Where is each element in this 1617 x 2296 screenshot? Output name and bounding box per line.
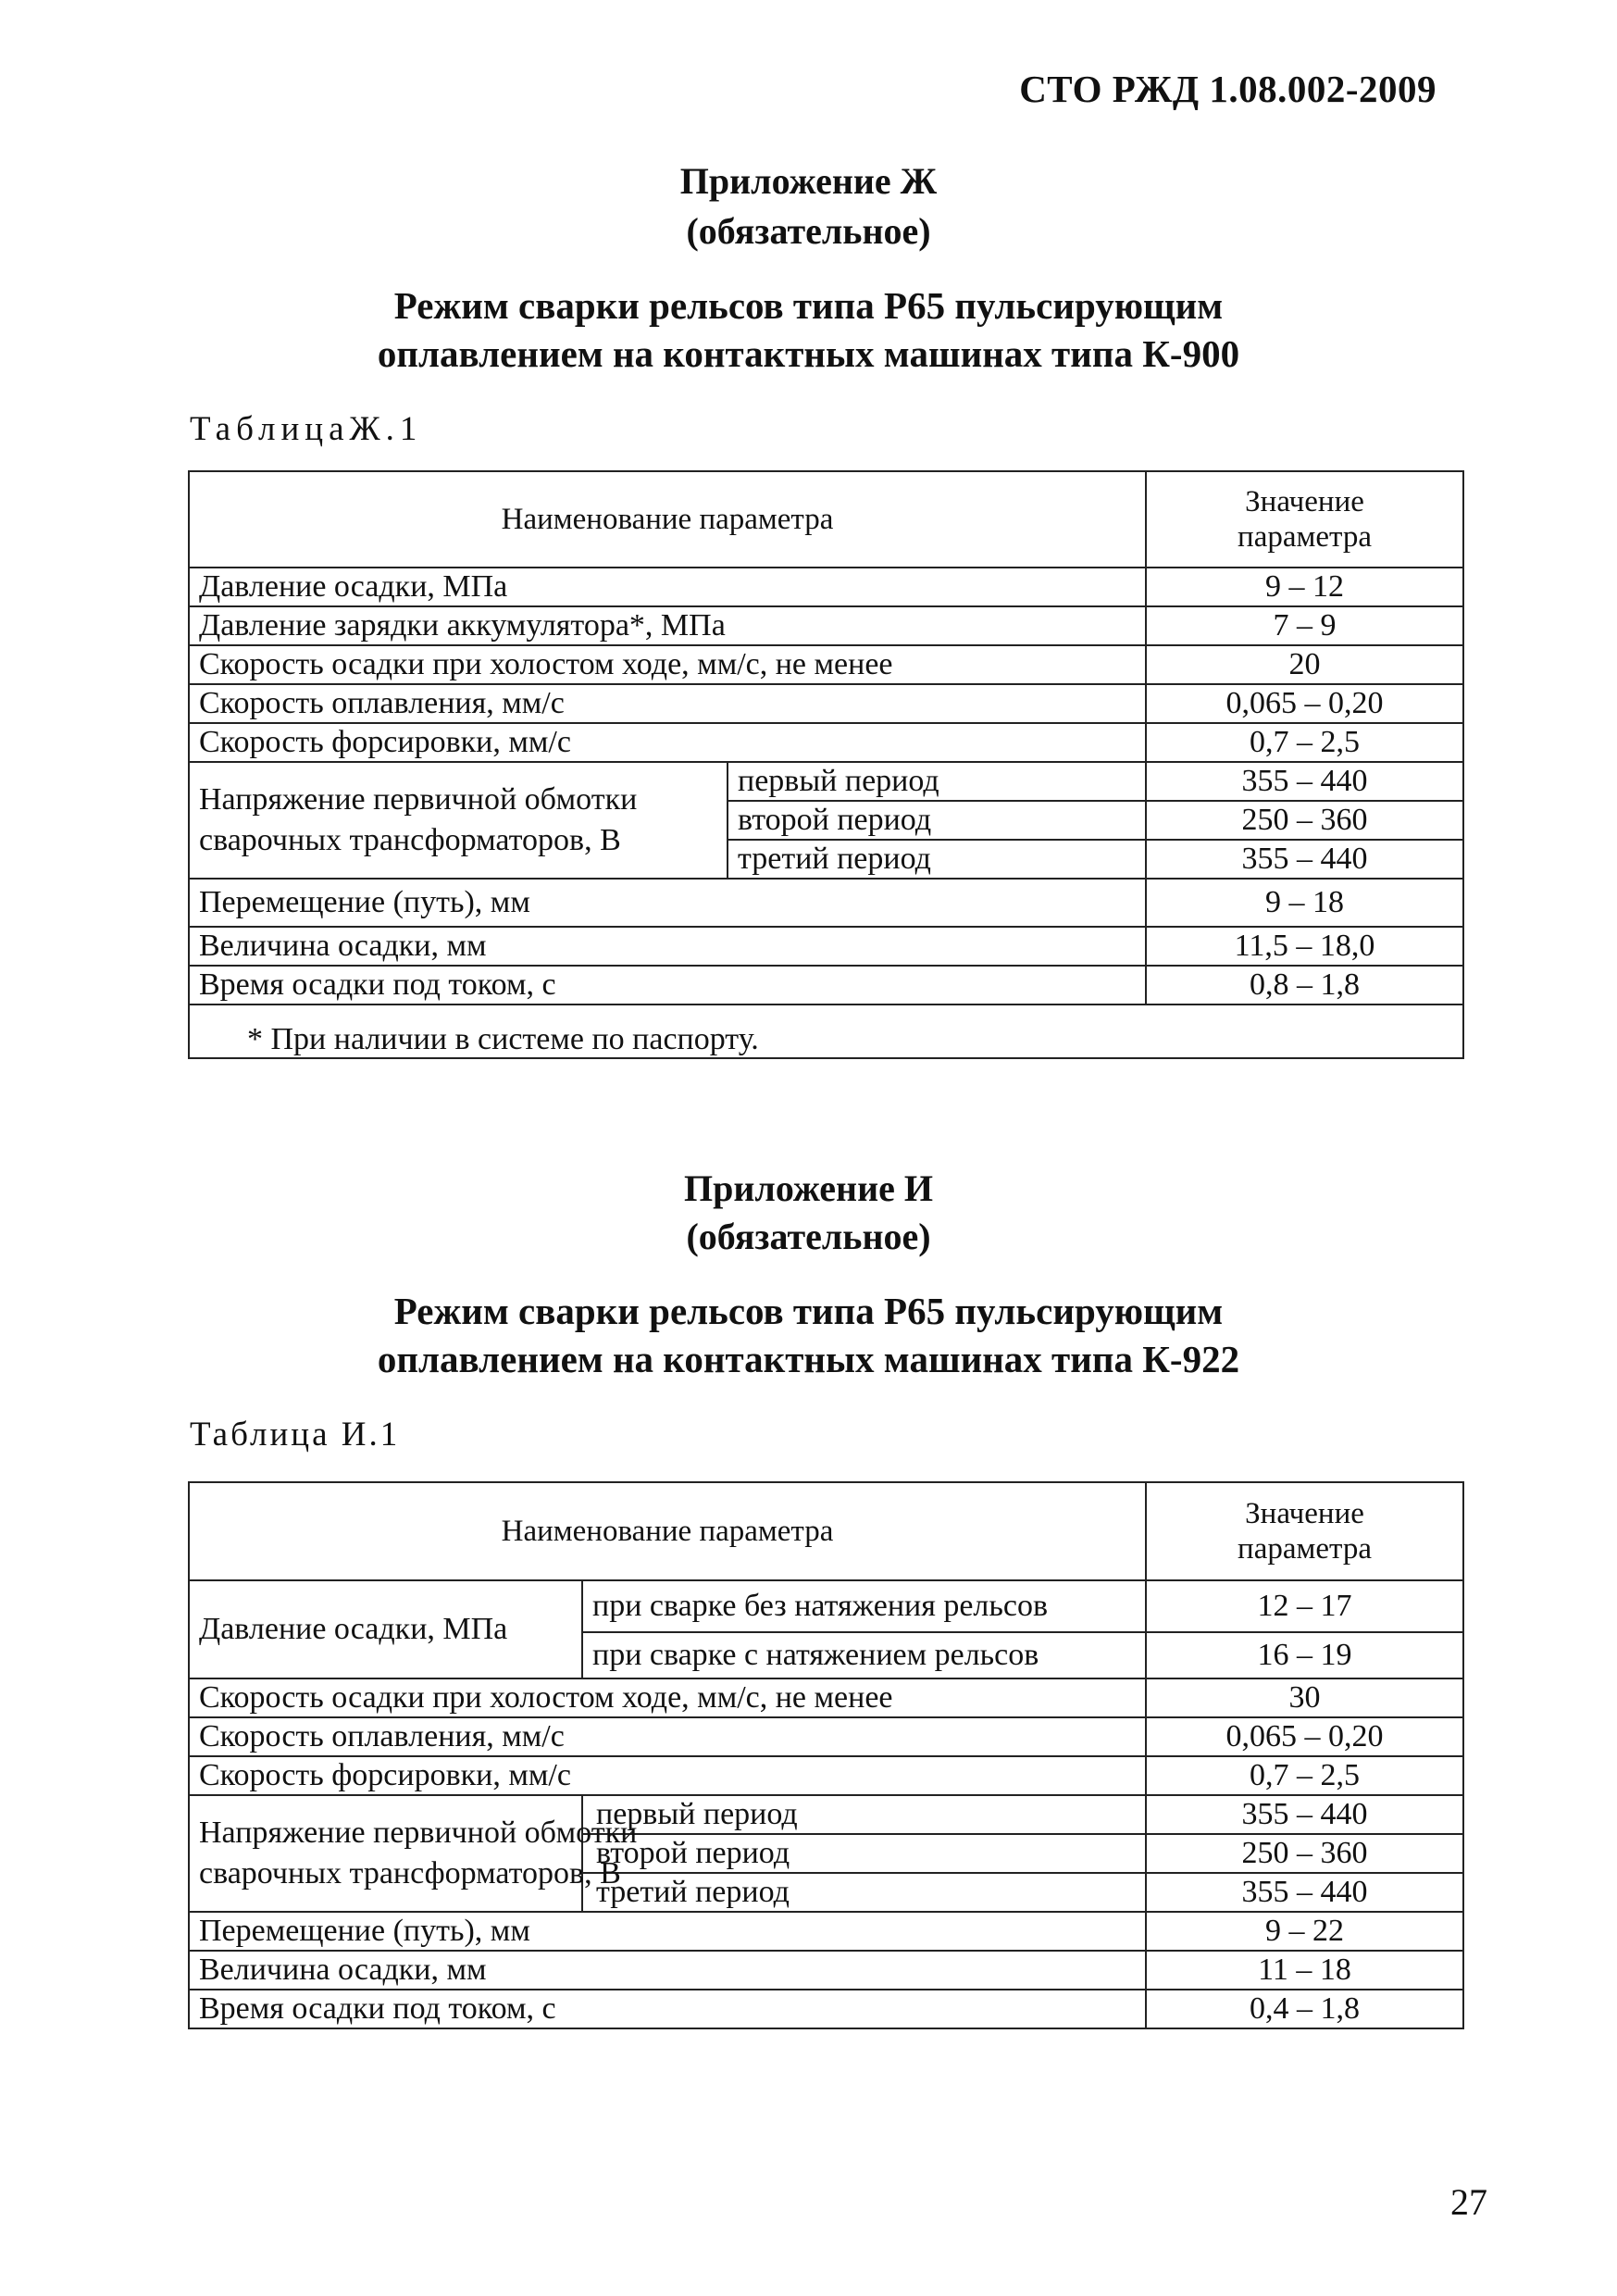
- param-value: 355 – 440: [1146, 762, 1463, 801]
- header-value-line1: Значение: [1245, 485, 1364, 518]
- table-header-row: [189, 1482, 1463, 1580]
- param-value: 0,8 – 1,8: [1146, 966, 1463, 1004]
- header-value-line1: Значение: [1245, 1497, 1364, 1530]
- table-i1-label: Таблица И.1: [190, 1416, 401, 1454]
- table-row: [189, 606, 1463, 645]
- param-name: Скорость форсировки, мм/с: [189, 723, 1146, 762]
- param-name: Скорость оплавления, мм/с: [189, 1717, 1146, 1756]
- param-value: 11 – 18: [1146, 1951, 1463, 1990]
- appendix-i-status: (обязательное): [686, 1216, 931, 1257]
- pressure-param-name: Давление осадки, МПа: [189, 1580, 582, 1678]
- param-name: Перемещение (путь), мм: [189, 1912, 1146, 1951]
- period-label: первый период: [728, 762, 1146, 801]
- table-row: [189, 1951, 1463, 1990]
- voltage-name-line1: Напряжение первичной обмотки: [199, 1816, 638, 1850]
- header-param-name: Наименование параметра: [189, 471, 1146, 568]
- header-param-name: Наименование параметра: [189, 1482, 1146, 1580]
- table-row: [189, 1795, 1463, 1834]
- header-param-value: [1146, 471, 1463, 568]
- table-row: [189, 966, 1463, 1004]
- voltage-name-line2: сварочных трансформаторов, В: [199, 823, 621, 857]
- table-footnote-row: [189, 1004, 1463, 1058]
- table-row: [189, 568, 1463, 606]
- voltage-param-name: [189, 1795, 638, 1912]
- table-row: [189, 1990, 1463, 2028]
- voltage-name-line1: Напряжение первичной обмотки: [199, 782, 638, 817]
- param-value: 250 – 360: [1146, 801, 1463, 840]
- voltage-name-line2: сварочных трансформаторов, В: [199, 1856, 621, 1890]
- table-i1: [188, 1481, 1464, 2029]
- table-zh1-label: ТаблицаЖ.1: [190, 410, 423, 448]
- table-row: [189, 879, 1463, 927]
- table-row: [189, 927, 1463, 966]
- appendix-i-heading-line1: Режим сварки рельсов типа Р65 пульсирующим: [393, 1290, 1224, 1332]
- param-name: Время осадки под током, с: [189, 1990, 1146, 2028]
- table-row: [189, 684, 1463, 723]
- appendix-i-title: Приложение И: [683, 1167, 934, 1209]
- table-row: [189, 1717, 1463, 1756]
- appendix-zh-title: Приложение Ж: [679, 160, 938, 202]
- param-value: 0,065 – 0,20: [1146, 1717, 1463, 1756]
- param-value: 30: [1146, 1678, 1463, 1717]
- header-param-value: [1146, 1482, 1463, 1580]
- table-row: [189, 723, 1463, 762]
- voltage-param-name: [189, 762, 728, 879]
- table-row: [189, 762, 1463, 801]
- table-zh1: [188, 470, 1464, 1059]
- param-name: Давление осадки, МПа: [189, 568, 1146, 606]
- appendix-zh-heading-line2: оплавлением на контактных машинах типа К-900: [377, 332, 1240, 375]
- param-value: 0,065 – 0,20: [1146, 684, 1463, 723]
- param-name: Скорость осадки при холостом ходе, мм/с, не менее: [189, 1678, 1146, 1717]
- param-name: Время осадки под током, с: [189, 966, 1146, 1004]
- param-value: 0,7 – 2,5: [1146, 1756, 1463, 1795]
- param-value: 9 – 22: [1146, 1912, 1463, 1951]
- param-value: 355 – 440: [1146, 840, 1463, 879]
- param-name: Перемещение (путь), мм: [189, 879, 1146, 927]
- case-label: при сварке с натяжением рельсов: [582, 1632, 1146, 1678]
- page-number: 27: [1450, 2181, 1487, 2223]
- param-value: 20: [1146, 645, 1463, 684]
- param-value: 0,7 – 2,5: [1146, 723, 1463, 762]
- param-value: 355 – 440: [1146, 1795, 1463, 1834]
- appendix-zh-status: (обязательное): [686, 210, 931, 252]
- param-value: 355 – 440: [1146, 1873, 1463, 1912]
- param-value: 9 – 18: [1146, 879, 1463, 927]
- appendix-zh-heading-line1: Режим сварки рельсов типа Р65 пульсирующим: [393, 284, 1224, 327]
- appendix-i-heading-line2: оплавлением на контактных машинах типа К-922: [377, 1338, 1240, 1380]
- period-label: третий период: [728, 840, 1146, 879]
- param-value: 250 – 360: [1146, 1834, 1463, 1873]
- param-value: 7 – 9: [1146, 606, 1463, 645]
- table-row: [189, 1678, 1463, 1717]
- footnote: * При наличии в системе по паспорту.: [189, 1004, 1463, 1058]
- param-name: Скорость осадки при холостом ходе, мм/с, не менее: [189, 645, 1146, 684]
- param-name: Величина осадки, мм: [189, 1951, 1146, 1990]
- param-name: Скорость форсировки, мм/с: [189, 1756, 1146, 1795]
- table-row: [189, 645, 1463, 684]
- period-label: первый период: [582, 1795, 1146, 1834]
- header-value-line2: параметра: [1238, 1532, 1372, 1566]
- table-row: [189, 1580, 1463, 1632]
- param-value: 12 – 17: [1146, 1580, 1463, 1632]
- case-label: при сварке без натяжения рельсов: [582, 1580, 1146, 1632]
- param-name: Давление зарядки аккумулятора*, МПа: [189, 606, 1146, 645]
- table-row: [189, 1912, 1463, 1951]
- table-row: [189, 1756, 1463, 1795]
- param-name: Величина осадки, мм: [189, 927, 1146, 966]
- param-value: 11,5 – 18,0: [1146, 927, 1463, 966]
- param-value: 16 – 19: [1146, 1632, 1463, 1678]
- period-label: второй период: [582, 1834, 1146, 1873]
- table-header-row: [189, 471, 1463, 568]
- period-label: второй период: [728, 801, 1146, 840]
- document-code: СТО РЖД 1.08.002-2009: [1019, 68, 1437, 110]
- param-value: 0,4 – 1,8: [1146, 1990, 1463, 2028]
- param-value: 9 – 12: [1146, 568, 1463, 606]
- header-value-line2: параметра: [1238, 520, 1372, 554]
- param-name: Скорость оплавления, мм/с: [189, 684, 1146, 723]
- period-label: третий период: [582, 1873, 1146, 1912]
